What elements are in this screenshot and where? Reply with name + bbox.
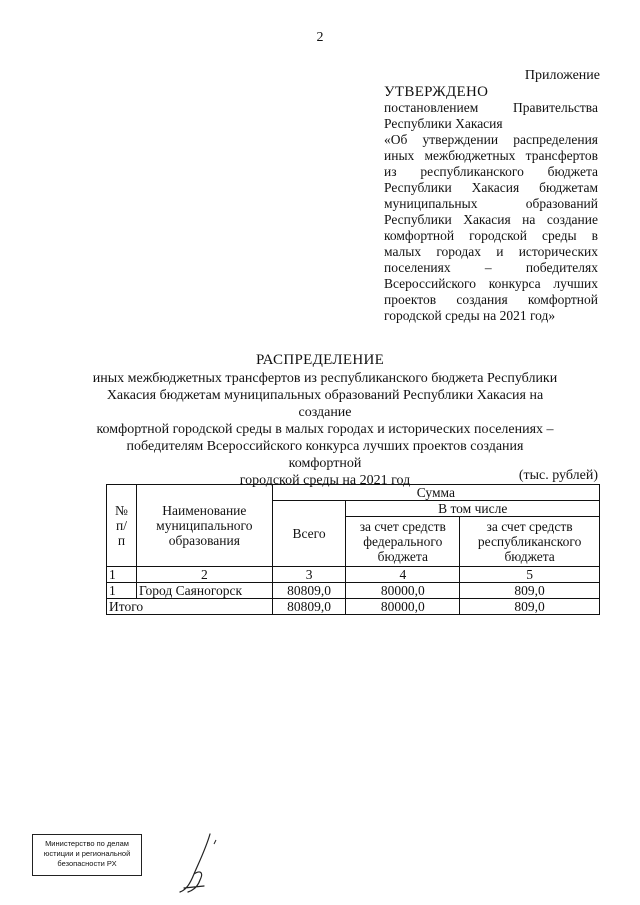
header-name: Наименование муниципального образования — [136, 485, 272, 567]
totals-federal: 80000,0 — [346, 599, 460, 615]
index-cell: 5 — [460, 567, 600, 583]
distribution-table — [106, 484, 600, 615]
subtitle-line: иных межбюджетных трансфертов из республиканского бюджета Республики — [92, 371, 558, 386]
subtitle-line: городской среды на 2021 год — [239, 473, 411, 488]
approval-line: иных межбюджетных трансфертов — [384, 148, 598, 163]
page-number: 2 — [316, 30, 324, 45]
header-num: № п/п — [107, 485, 137, 567]
approval-block — [384, 84, 598, 324]
row-total: 80809,0 — [272, 583, 346, 599]
approval-line: поселениях – победителях — [384, 260, 598, 275]
stamp-line: безопасности РХ — [57, 859, 117, 868]
subtitle-line: Хакасия бюджетам муниципальных образований Республики Хакасия на создание — [106, 388, 544, 420]
document-title: РАСПРЕДЕЛЕНИЕ — [255, 352, 385, 368]
approval-line: из республиканского бюджета — [384, 164, 598, 179]
approval-line: постановлением Правительства — [384, 100, 598, 115]
approved-heading: УТВЕРЖДЕНО — [384, 84, 489, 100]
index-cell: 1 — [107, 567, 137, 583]
index-cell: 4 — [346, 567, 460, 583]
approval-line: проектов создания комфортной — [384, 292, 598, 307]
totals-row — [107, 599, 600, 615]
handwritten-signature — [170, 830, 240, 896]
index-cell: 3 — [272, 567, 346, 583]
approval-line: Республики Хакасия бюджетам — [384, 180, 598, 195]
row-federal: 80000,0 — [346, 583, 460, 599]
totals-label: Итого — [107, 599, 273, 615]
subtitle-line: победителям Всероссийского конкурса лучших проектов создания комфортной — [126, 439, 524, 471]
row-name: Город Саяногорск — [136, 583, 272, 599]
header-federal: за счет средств федерального бюджета — [346, 517, 460, 567]
row-republic: 809,0 — [460, 583, 600, 599]
approval-line: муниципальных образований — [384, 196, 598, 211]
approval-line: малых городах и исторических — [384, 244, 598, 259]
ministry-stamp — [32, 834, 142, 876]
header-republic: за счет средств республиканского бюджета — [460, 517, 600, 567]
stamp-line: Министерство по делам — [45, 839, 129, 848]
approval-line: «Об утверждении распределения — [384, 132, 598, 147]
approval-line: городской среды на 2021 год» — [384, 308, 556, 323]
approval-line: комфортной городской среды в — [384, 228, 598, 243]
header-total: Всего — [272, 501, 346, 567]
header-including: В том числе — [346, 501, 600, 517]
approval-line: Всероссийского конкурса лучших — [384, 276, 598, 291]
appendix-label: Приложение — [524, 68, 600, 83]
stamp-line: юстиции и региональной — [43, 849, 131, 858]
header-sum: Сумма — [272, 485, 599, 501]
table-row — [107, 583, 600, 599]
subtitle-line: комфортной городской среды в малых городах и исторических поселениях – — [96, 422, 554, 437]
approval-line: Республики Хакасия — [384, 116, 503, 131]
totals-republic: 809,0 — [460, 599, 600, 615]
approval-line: Республики Хакасия на создание — [384, 212, 598, 227]
row-num: 1 — [107, 583, 137, 599]
units-label: (тыс. рублей) — [518, 468, 598, 483]
document-subtitle — [90, 370, 560, 489]
totals-total: 80809,0 — [272, 599, 346, 615]
index-row — [107, 567, 600, 583]
index-cell: 2 — [136, 567, 272, 583]
